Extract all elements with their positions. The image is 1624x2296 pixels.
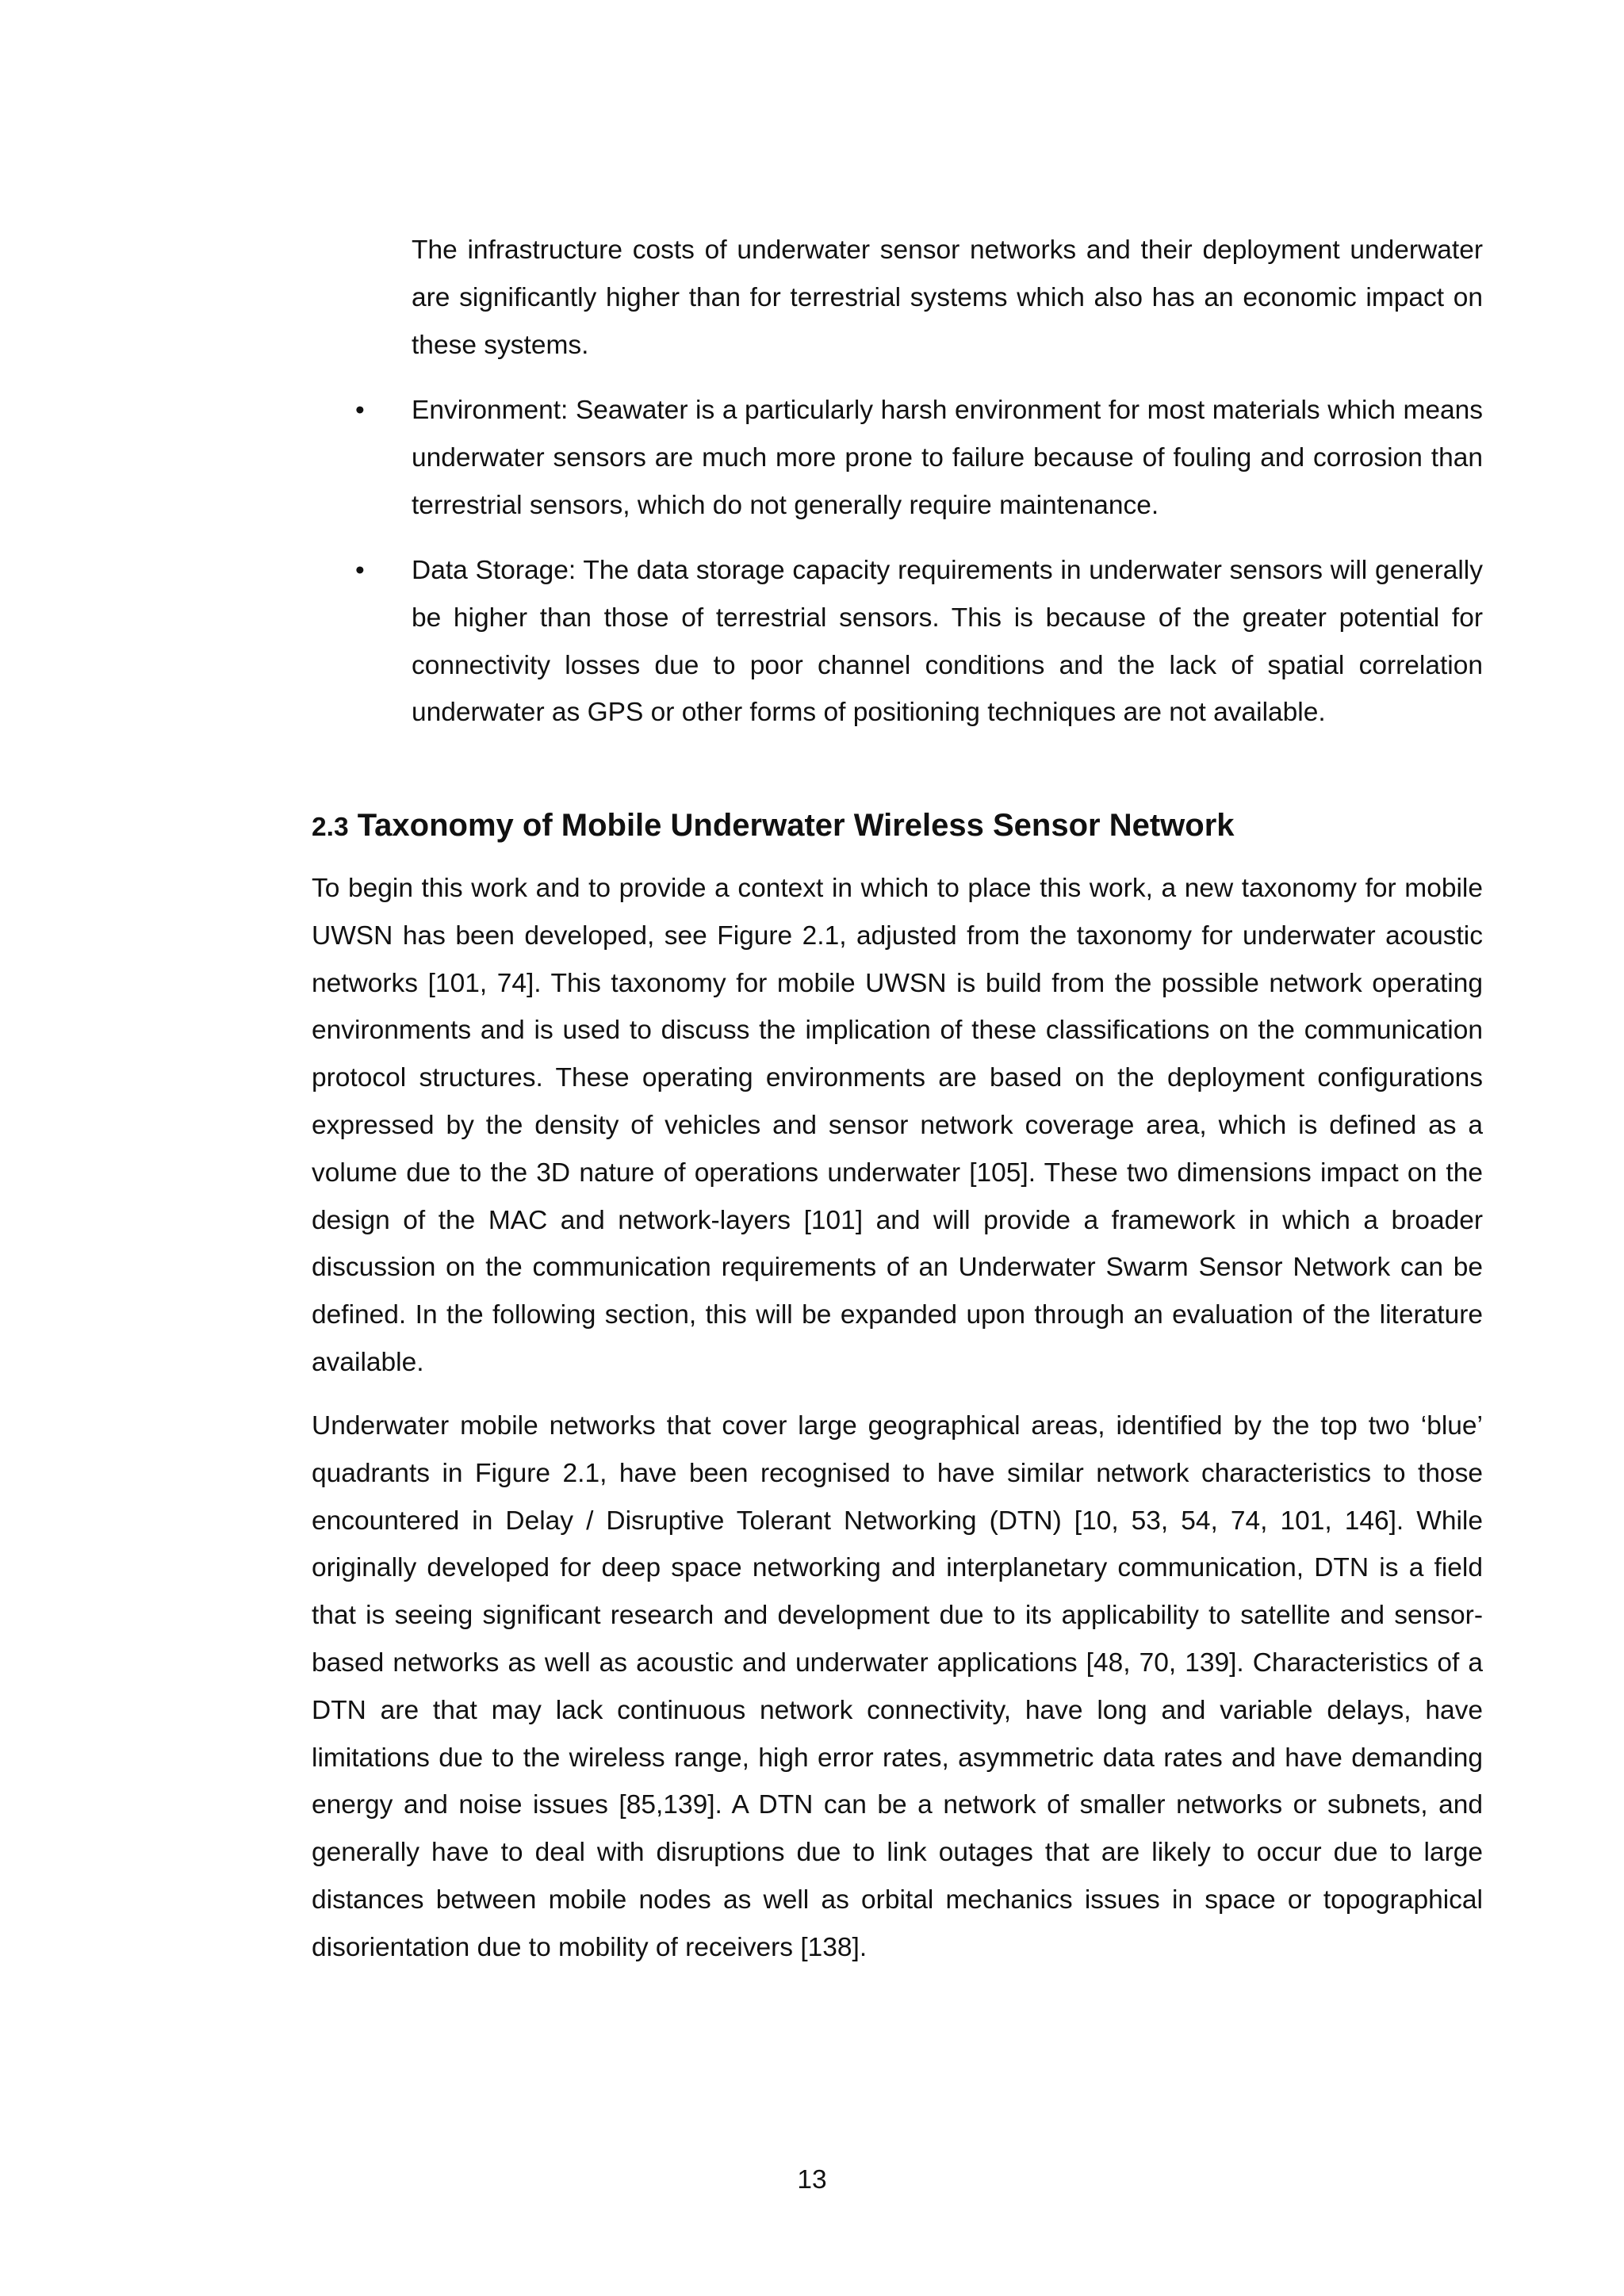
section-number: 2.3 bbox=[312, 813, 349, 842]
bullet-marker: • bbox=[355, 396, 365, 425]
bullet-item-environment: Environment: Seawater is a particularly harsh environment for most materials which means underwater sensors are much more prone to failure because of fouling and corrosion than terrestrial sensors, which do not generally require maintenance. bbox=[412, 396, 1483, 520]
body-paragraph-taxonomy: To begin this work and to provide a context in which to place this work, a new taxonomy for mobile UWSN has been developed, see Figure 2.1, adjusted from the taxonomy for underwater acoustic networks [101, 74]. This taxonomy for mobile UWSN is build from the possible network operating environments and is used to discuss the implication of these classifications on the communication protocol structures. These operating environments are based on the deployment configurations expressed by the density of vehicles and sensor network coverage area, which is defined as a volume due to the 3D nature of operations underwater [105]. These two dimensions impact on the design of the MAC and network-layers [101] and will provide a framework in which a broader discussion on the communication requirements of an Underwater Swarm Sensor Network can be defined. In the following section, this will be expanded upon through an evaluation of the literature available. bbox=[312, 874, 1483, 1377]
section-title: Taxonomy of Mobile Underwater Wireless Sensor Network bbox=[357, 808, 1235, 843]
page-number: 13 bbox=[797, 2165, 827, 2195]
body-paragraph-dtn: Underwater mobile networks that cover large geographical areas, identified by the top two ‘blue’ quadrants in Figure 2.1, have been recognised to have similar network characteristics to those encountered in Delay / Disruptive Tolerant Networking (DTN) [10, 53, 54, 74, 101, 146]. While originally developed for deep space networking and interplanetary communication, DTN is a field that is seeing significant research and development due to its applicability to satellite and sensor-based networks as well as acoustic and underwater applications [48, 70, 139]. Characteristics of a DTN are that may lack continuous network connectivity, have long and variable delays, have limitations due to the wireless range, high error rates, asymmetric data rates and have demanding energy and noise issues [85,139]. A DTN can be a network of smaller networks or subnets, and generally have to deal with disruptions due to link outages that are likely to occur due to large distances between mobile nodes as well as orbital mechanics issues in space or topographical disorientation due to mobility of receivers [138]. bbox=[312, 1411, 1483, 1962]
bullet-marker: • bbox=[355, 556, 365, 585]
section-heading bbox=[312, 803, 1235, 850]
continuation-paragraph: The infrastructure costs of underwater sensor networks and their deployment underwater are significantly higher than for terrestrial systems which also has an economic impact on these systems. bbox=[412, 235, 1483, 360]
bullet-item-data-storage: Data Storage: The data storage capacity requirements in underwater sensors will generally be higher than those of terrestrial sensors. This is because of the greater potential for connectivity losses due to poor channel conditions and the lack of spatial correlation underwater as GPS or other forms of positioning techniques are not available. bbox=[412, 556, 1483, 728]
